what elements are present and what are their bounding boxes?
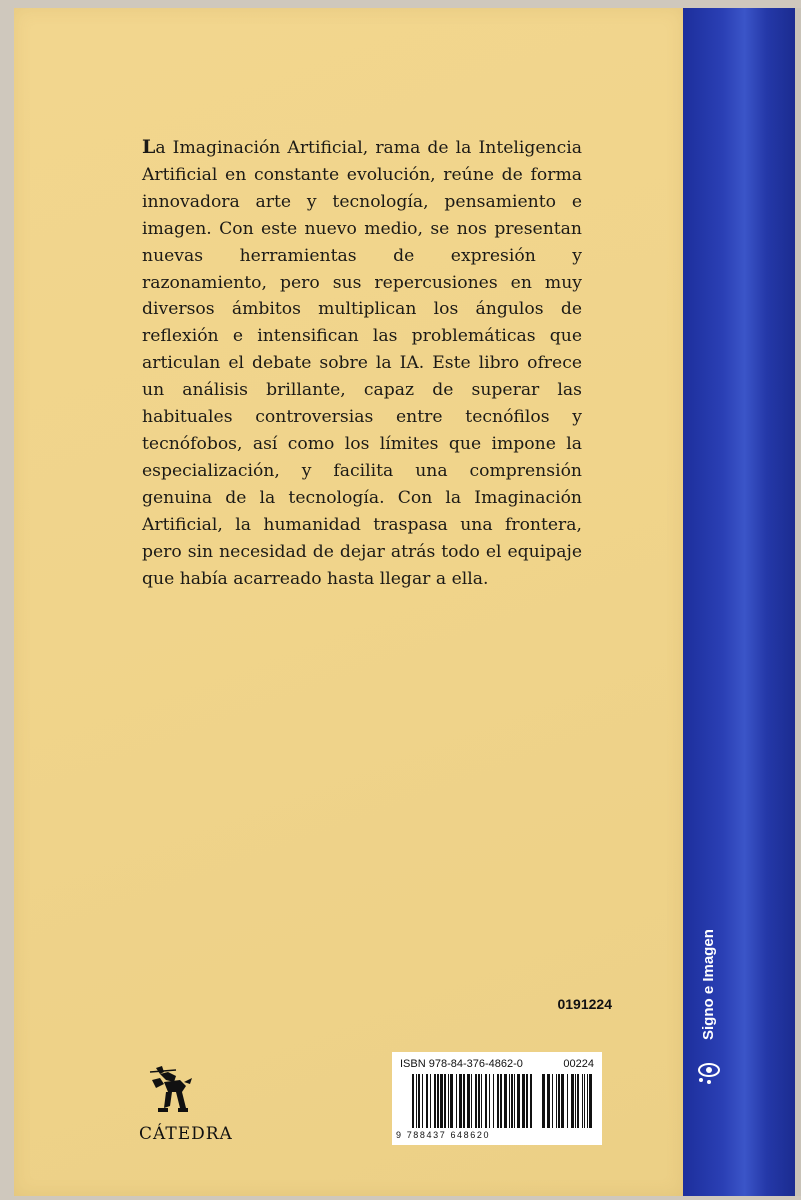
barcode-bar [504,1074,507,1128]
barcode-bar [517,1074,520,1128]
blurb-text: a Imaginación Artificial, rama de la Inteligencia Artificial en constante evolución, reúne de forma innovadora arte y tecnología, pensamiento e imagen. Con este nuevo medio, se nos presentan nuevas herramientas de expresión y razonamiento, pero sus repercusiones en muy diversos ámbitos multiplican los ángulos de reflexión e intensifican las problemáticas que articulan el debate sobre la IA. Este libro ofrece un análisis brillante, capaz de superar las habituales controversias entre tecnófilos y tecnófobos, así como los límites que impone la especialización, y facilita una comprensión genuina de la tecnología. Con la Imaginación Artificial, la humanidad traspasa una frontera, pero sin necesidad de dejar atrás todo el equipaje que había acarreado hasta llegar a ella. [142,138,582,589]
book-edge [795,8,801,1196]
barcode-bar [434,1074,436,1128]
barcode-bar [426,1074,428,1128]
barcode-bar [448,1074,449,1128]
barcode-bar [552,1074,553,1128]
archer-centaur-logo [146,1062,194,1118]
barcode-bar [416,1074,417,1128]
back-cover-blurb [142,134,582,592]
barcode-bar [571,1074,574,1128]
barcode-bar [463,1074,465,1128]
barcode-bar [497,1074,499,1128]
barcode-bar [471,1074,472,1128]
isbn-text: ISBN 978-84-376-4862-0 [400,1058,523,1070]
drop-initial: L [142,136,156,158]
barcode-bar [514,1074,515,1128]
barcode-bar [422,1074,423,1128]
product-code: 0191224 [557,996,612,1012]
barcode-bar [556,1074,557,1128]
eye-symbol-icon [696,1056,722,1086]
barcode-bar [475,1074,477,1128]
barcode-bar [500,1074,502,1128]
barcode-bar [511,1074,513,1128]
barcode-bar [584,1074,585,1128]
barcode-bar [467,1074,470,1128]
barcode-bar [450,1074,453,1128]
barcode-bar [530,1074,532,1128]
barcode-bar [459,1074,462,1128]
addon-code: 00224 [563,1058,594,1070]
barcode-bar [493,1074,494,1128]
ean-barcode [412,1074,534,1128]
barcode-bar [440,1074,443,1128]
barcode-bar [567,1074,568,1128]
barcode-bar [582,1074,583,1128]
barcode-bar [587,1074,588,1128]
barcode-bar [430,1074,431,1128]
barcode-bar [509,1074,510,1128]
addon-barcode [542,1074,592,1128]
barcode-bar [481,1074,482,1128]
barcode-bar [437,1074,439,1128]
ean-digits: 9 788437 648620 [396,1130,491,1140]
barcode-bar [478,1074,480,1128]
barcode-bar [444,1074,446,1128]
barcode-bar [589,1074,592,1128]
barcode-bar [526,1074,528,1128]
publisher-name: CÁTEDRA [139,1124,233,1144]
collection-name: Signo e Imagen [700,929,717,1040]
barcode-bar [456,1074,457,1128]
barcode-bar [561,1074,564,1128]
barcode-bar [542,1074,545,1128]
barcode-bar [575,1074,576,1128]
barcode-bar [522,1074,525,1128]
barcode-bar [558,1074,560,1128]
barcode-bar [577,1074,579,1128]
barcode-bar [412,1074,414,1128]
barcode-bar [485,1074,487,1128]
barcode-bar [489,1074,490,1128]
barcode-bar [418,1074,420,1128]
barcode-label [392,1052,602,1145]
barcode-bar [547,1074,550,1128]
